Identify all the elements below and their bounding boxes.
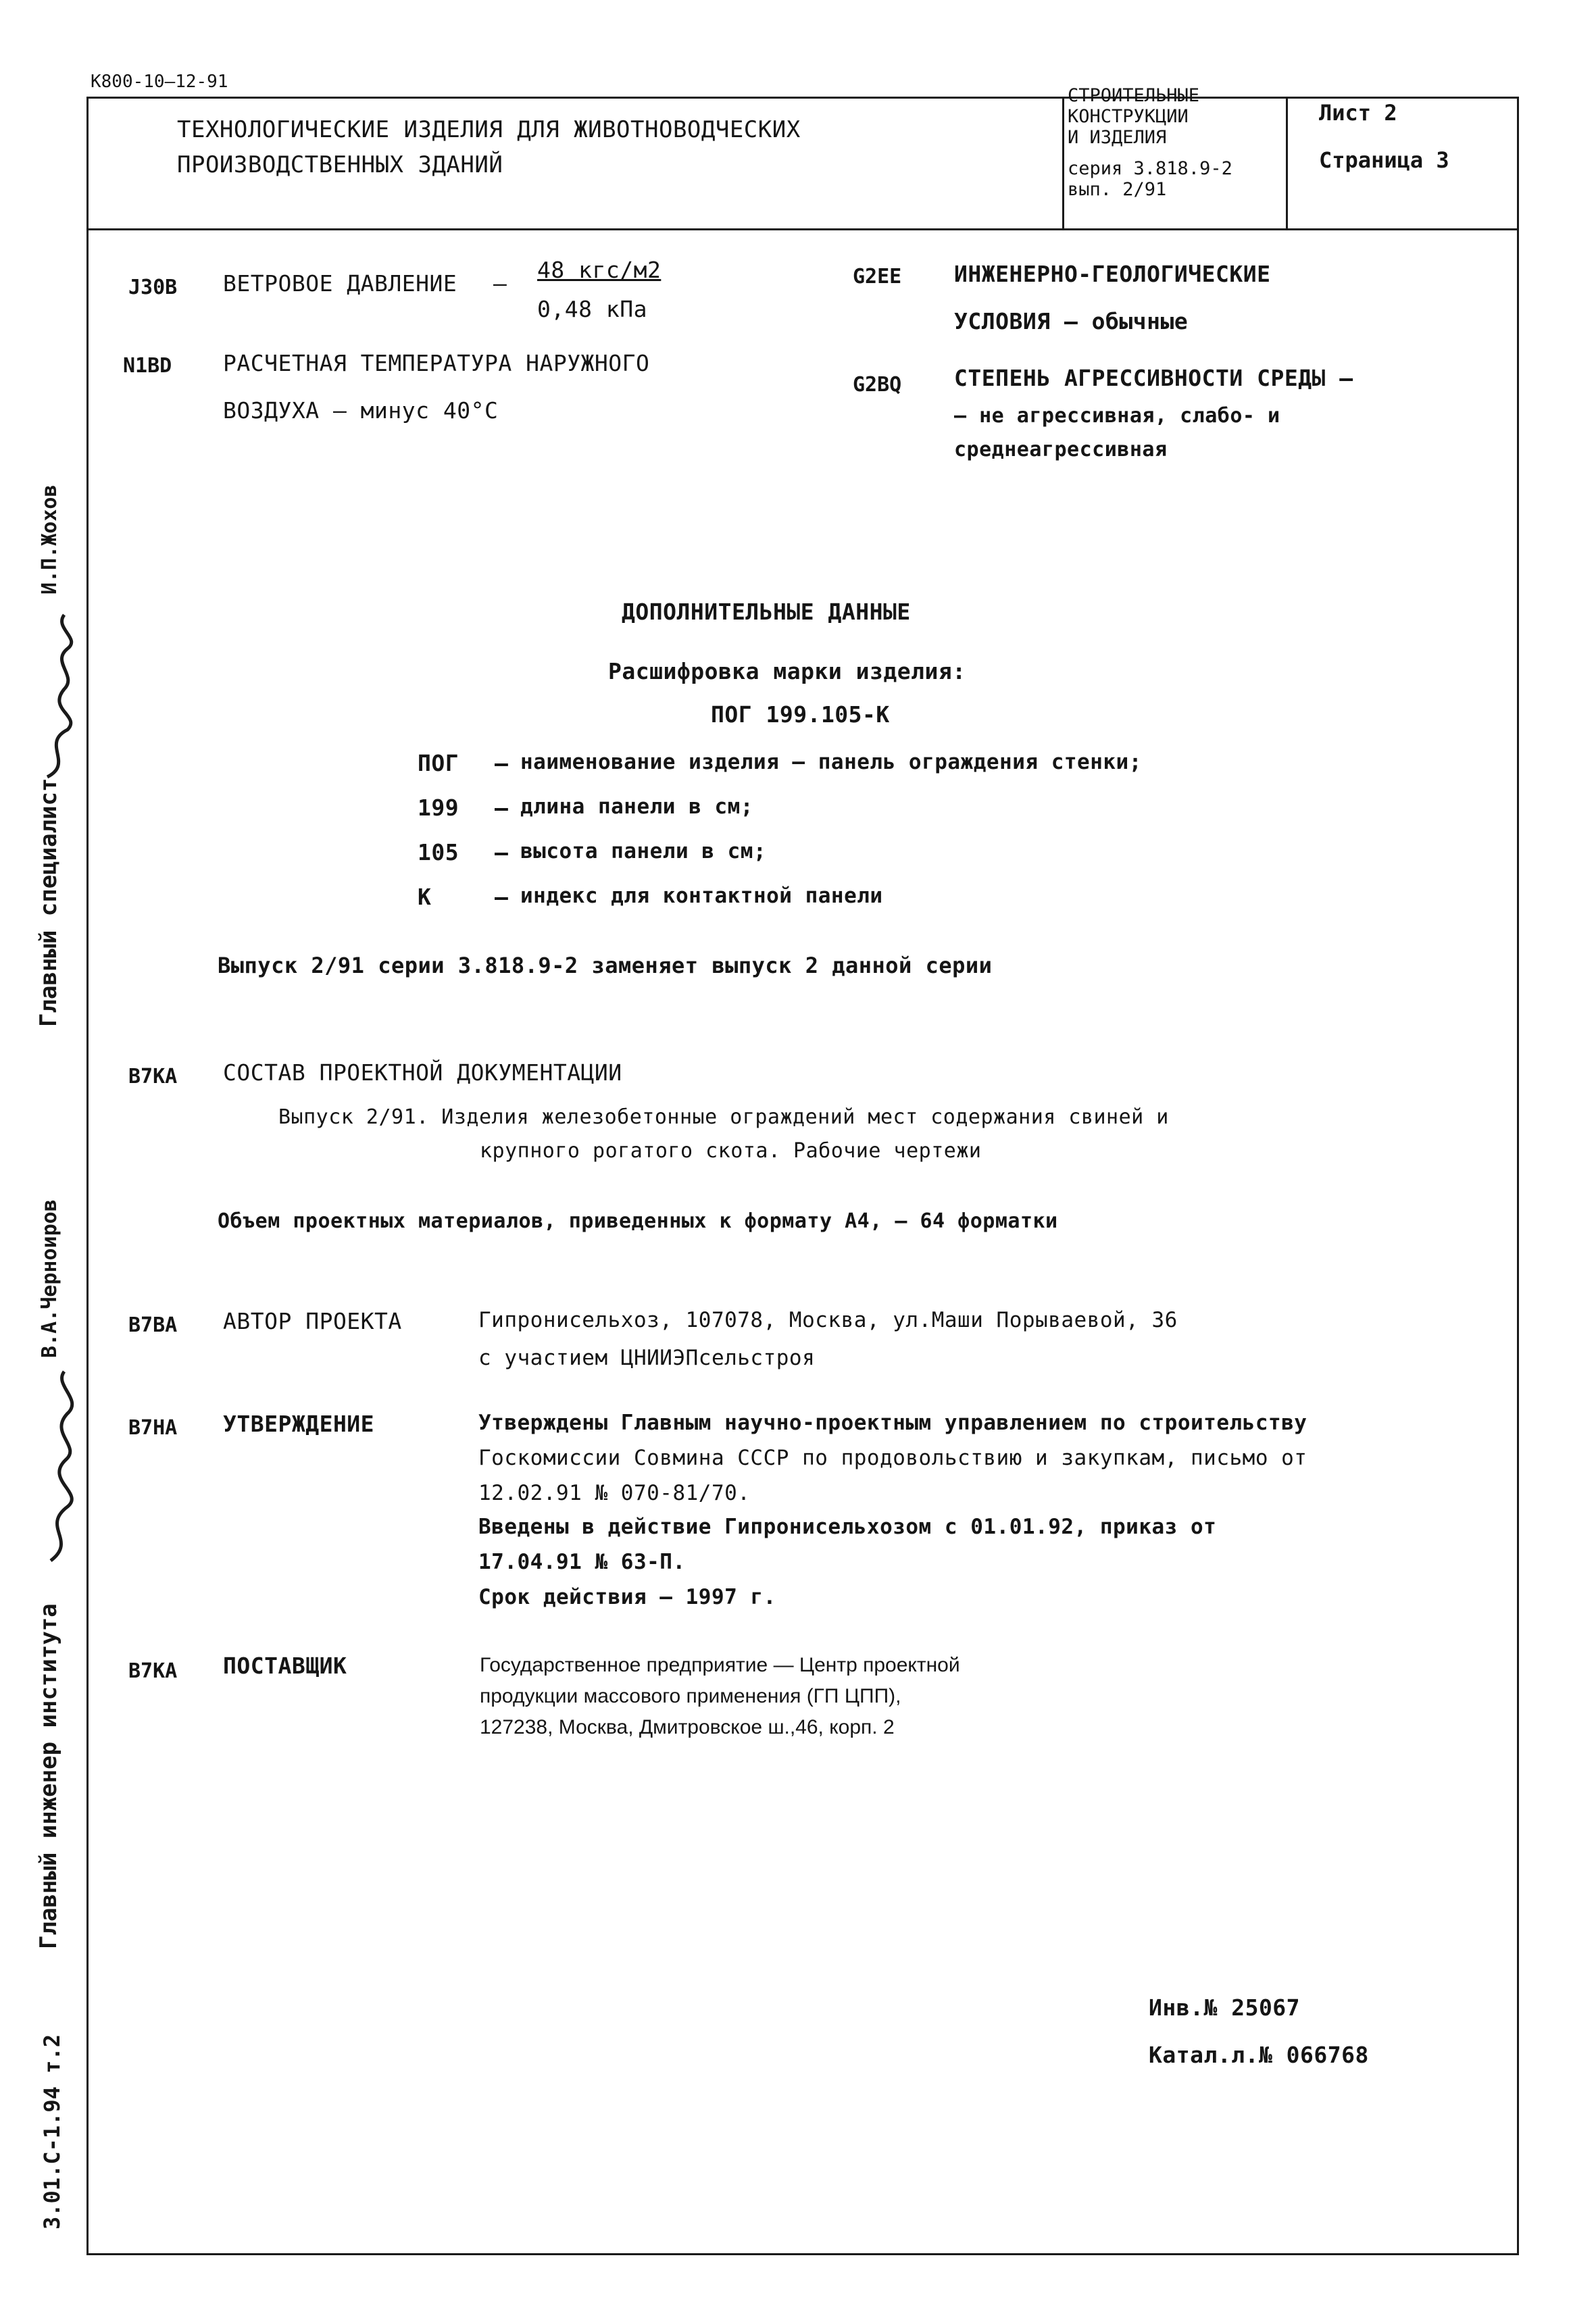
header-page: Страница 3: [1319, 147, 1449, 173]
approval-line4: Введены в действие Гипронисельхозом с 01.01.92, приказ от: [478, 1515, 1217, 1539]
geo-label1: ИНЖЕНЕРНО-ГЕОЛОГИЧЕСКИЕ: [954, 261, 1271, 287]
geo-label2: УСЛОВИЯ – обычные: [954, 308, 1189, 334]
row-dash: –: [495, 884, 509, 910]
decode-title: Расшифровка марки изделия:: [608, 658, 966, 684]
wind-dash: –: [493, 270, 507, 297]
composition-code: B7KA: [128, 1065, 178, 1088]
frame-top: [86, 97, 1519, 99]
margin-stamp: 3.01.С-1.94 т.2: [39, 2034, 65, 2230]
author-line2: с участием ЦНИИЭПсельстроя: [478, 1346, 816, 1370]
frame-left: [86, 97, 89, 2255]
row-key: К: [418, 884, 432, 910]
header-mid-line4: серия 3.818.9-2: [1068, 158, 1232, 179]
aggr-label1: СТЕПЕНЬ АГРЕССИВНОСТИ СРЕДЫ –: [954, 365, 1353, 391]
margin-chief-spec: Главный специалист: [35, 778, 62, 1027]
supplier-code: B7KA: [128, 1659, 178, 1683]
header-div1: [1062, 97, 1064, 230]
author-code: B7BA: [128, 1313, 178, 1337]
header-mid-line2: КОНСТРУКЦИИ: [1068, 106, 1189, 127]
doc-code: К800-10—12-91: [91, 72, 228, 92]
approval-line1: Утверждены Главным научно-проектным управлением по строительству: [478, 1411, 1307, 1435]
temp-label2: ВОЗДУХА – минус 40°С: [223, 397, 499, 424]
header-bottom: [86, 228, 1519, 230]
header-title-line1: ТЕХНОЛОГИЧЕСКИЕ ИЗДЕЛИЯ ДЛЯ ЖИВОТНОВОДЧЕСКИХ: [177, 116, 801, 143]
extra-heading: ДОПОЛНИТЕЛЬНЫЕ ДАННЫЕ: [622, 599, 911, 625]
row-dash: –: [495, 750, 509, 776]
composition-line2: крупного рогатого скота. Рабочие чертежи: [480, 1139, 982, 1163]
supplier-label: ПОСТАВЩИК: [223, 1653, 347, 1679]
mark: ПОГ 199.105-К: [711, 701, 890, 728]
wind-value1: 48 кгс/м2: [537, 257, 662, 283]
catalog-number: Катал.л.№ 066768: [1149, 2042, 1369, 2068]
row-dash: –: [495, 795, 509, 821]
header-title-line2: ПРОИЗВОДСТВЕННЫХ ЗДАНИЙ: [177, 151, 503, 178]
approval-line5: 17.04.91 № 63-П.: [478, 1550, 686, 1574]
row-text: наименование изделия – панель ограждения стенки;: [520, 750, 1142, 774]
supplier-line1: Государственное предприятие — Центр проектной: [480, 1654, 960, 1676]
header-mid-line3: И ИЗДЕЛИЯ: [1068, 127, 1167, 148]
composition-line1: Выпуск 2/91. Изделия железобетонные ограждений мест содержания свиней и: [278, 1105, 1169, 1129]
signature-chief-spec: [27, 608, 95, 784]
margin-chief-eng: Главный инженер института: [35, 1603, 62, 1949]
row-text: высота панели в см;: [520, 839, 767, 863]
wind-code: J30B: [128, 276, 178, 299]
header-mid-line5: вып. 2/91: [1068, 179, 1167, 200]
approval-line6: Срок действия – 1997 г.: [478, 1585, 776, 1609]
row-dash: –: [495, 839, 509, 865]
author-line1: Гипронисельхоз, 107078, Москва, ул.Маши Порываевой, 36: [478, 1308, 1178, 1332]
margin-chief-eng-name: В.А.Черноиров: [38, 1199, 61, 1358]
temp-label1: РАСЧЕТНАЯ ТЕМПЕРАТУРА НАРУЖНОГО: [223, 350, 650, 376]
approval-label: УТВЕРЖДЕНИЕ: [223, 1411, 375, 1437]
temp-code: N1BD: [123, 354, 172, 378]
frame-bottom: [86, 2253, 1519, 2255]
signature-chief-eng: [27, 1365, 95, 1567]
row-key: 105: [418, 839, 459, 865]
row-text: индекс для контактной панели: [520, 884, 883, 908]
header-div2: [1286, 97, 1288, 230]
inv-number: Инв.№ 25067: [1149, 1994, 1301, 2021]
approval-line2: Госкомиссии Совмина СССР по продовольствию и закупкам, письмо от: [478, 1446, 1307, 1470]
replace-note: Выпуск 2/91 серии 3.818.9-2 заменяет выпуск 2 данной серии: [218, 953, 993, 978]
row-text: длина панели в см;: [520, 795, 753, 819]
row-key: 199: [418, 795, 459, 821]
supplier-line3: 127238, Москва, Дмитровское ш.,46, корп. 2: [480, 1716, 895, 1738]
wind-value2: 0,48 кПа: [537, 296, 647, 322]
supplier-line2: продукции массового применения (ГП ЦПП),: [480, 1685, 901, 1707]
aggr-label3: среднеагрессивная: [954, 438, 1168, 461]
header-sheet: Лист 2: [1319, 100, 1397, 126]
approval-line3: 12.02.91 № 070-81/70.: [478, 1481, 751, 1505]
row-key: ПОГ: [418, 750, 459, 776]
aggr-label2: – не агрессивная, слабо- и: [954, 404, 1280, 428]
composition-label: СОСТАВ ПРОЕКТНОЙ ДОКУМЕНТАЦИИ: [223, 1059, 622, 1086]
aggr-code: G2BQ: [853, 373, 902, 397]
margin-chief-spec-name: И.П.Жохов: [38, 484, 61, 595]
author-label: АВТОР ПРОЕКТА: [223, 1308, 402, 1334]
composition-volume: Объем проектных материалов, приведенных к формату А4, – 64 форматки: [218, 1209, 1058, 1233]
header-mid-line1: СТРОИТЕЛЬНЫЕ: [1068, 85, 1200, 106]
approval-code: B7HA: [128, 1416, 178, 1440]
frame-right: [1517, 97, 1519, 2255]
wind-label: ВЕТРОВОЕ ДАВЛЕНИЕ: [223, 270, 457, 297]
geo-code: G2EE: [853, 265, 902, 288]
